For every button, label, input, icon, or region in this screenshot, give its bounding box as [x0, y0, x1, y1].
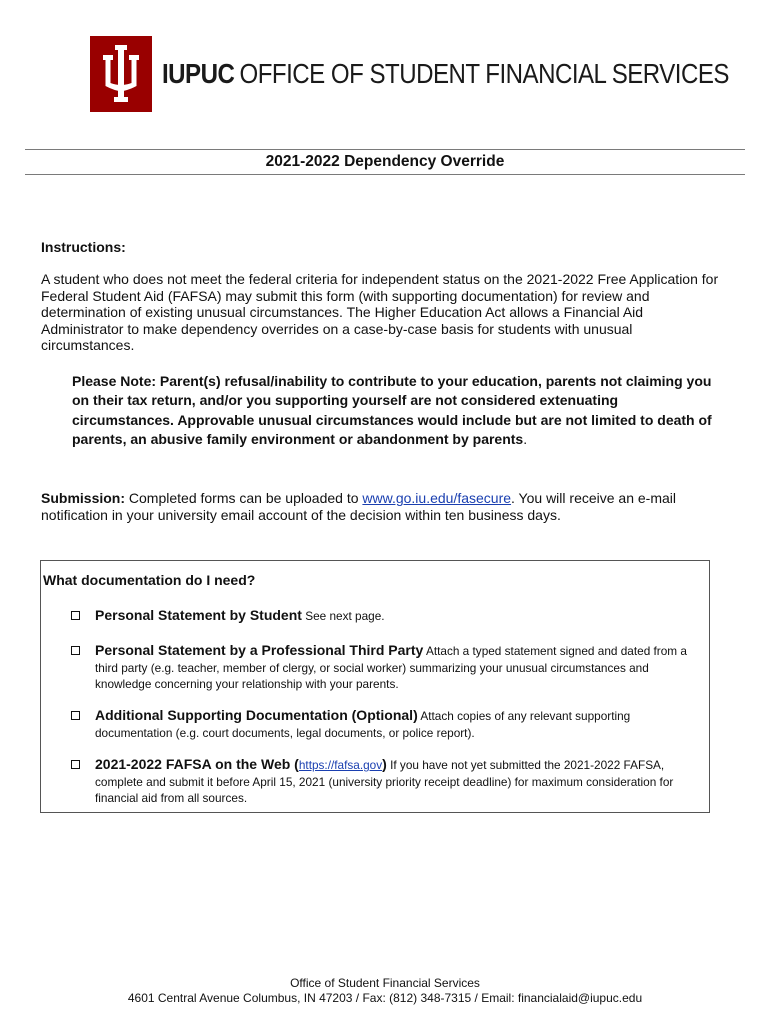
fafsa-link[interactable]: https://fafsa.gov — [298, 758, 383, 772]
trident-icon — [101, 43, 141, 105]
doc-item-third-party-statement — [71, 642, 701, 693]
submission-paragraph — [41, 490, 731, 524]
please-note — [72, 372, 712, 450]
checkbox-third-party-statement[interactable] — [71, 646, 80, 655]
doc-item-desc: See next page. — [301, 609, 385, 623]
fafsa-paren-open: ( — [290, 756, 299, 772]
doc-item-desc: Attach copies of any relevant supporting documentation (e.g. court documents, legal documents, or police report). — [95, 709, 631, 740]
checkbox-personal-statement[interactable] — [71, 611, 80, 620]
checkbox-supporting-documentation[interactable] — [71, 711, 80, 720]
doc-item-title: Personal Statement by Student — [95, 607, 302, 623]
documentation-heading: What documentation do I need? — [43, 572, 256, 588]
org-name-bold: IUPUC — [162, 58, 235, 89]
doc-item-supporting-documentation — [71, 707, 701, 741]
doc-item-desc: If you have not yet submitted the 2021-2022 FAFSA, complete and submit it before April 15, 2021 (university priority receipt deadline) for maximum consideration for financial aid from all sources. — [95, 758, 674, 805]
doc-item-title: Additional Supporting Documentation (Optional) — [95, 707, 418, 723]
please-note-text: Please Note: Parent(s) refusal/inability to contribute to your education, parents not claiming you on their tax return, and/or you supporting yourself are not considered extenuating circumstances. Approvable unusual circumstances would include but are not limited to death of parents, an abusive family environment or abandonment by parents — [72, 373, 712, 448]
fafsa-paren-close: ) — [382, 756, 387, 772]
submission-label: Submission: — [41, 490, 126, 506]
doc-item-title: 2021-2022 FAFSA on the Web — [95, 756, 291, 772]
org-name — [162, 60, 729, 88]
instructions-heading: Instructions: — [41, 239, 126, 255]
document-title: 2021-2022 Dependency Override — [265, 153, 505, 170]
footer-office: Office of Student Financial Services — [290, 976, 480, 990]
doc-item-personal-statement — [71, 607, 701, 625]
checkbox-fafsa[interactable] — [71, 760, 80, 769]
title-band — [25, 149, 745, 175]
footer — [0, 976, 770, 1006]
instructions-body: A student who does not meet the federal criteria for independent status on the 2021-2022 Free Application for Federal Student Aid (FAFSA) may submit this form (with supporting documentation) for review and determination of existing unusual circumstances. The Higher Education Act allows a Financial Aid Administrator to make dependency overrides on a case-by-case basis for students with unusual circumstances. — [41, 271, 719, 353]
doc-item-fafsa — [71, 756, 701, 807]
iu-trident-logo — [90, 36, 152, 112]
org-name-rest: OFFICE OF STUDENT FINANCIAL SERVICES — [239, 58, 729, 89]
documentation-box — [40, 560, 710, 813]
please-note-period: . — [523, 431, 528, 448]
letterhead — [90, 36, 770, 112]
doc-item-title: Personal Statement by a Professional Third Party — [95, 642, 424, 658]
submission-text-before: Completed forms can be uploaded to — [125, 490, 363, 506]
submission-text-after: . You will receive an e-mail notification in your university email account of the decision within ten business days. — [41, 490, 677, 523]
doc-item-desc: Attach a typed statement signed and dated from a third party (e.g. teacher, member of clergy, or social worker) summarizing your unusual circumstances and knowledge concerning your relationship with your parents. — [95, 644, 687, 691]
fasecure-link[interactable]: www.go.iu.edu/fasecure — [362, 490, 512, 506]
footer-contact: 4601 Central Avenue Columbus, IN 47203 / Fax: (812) 348-7315 / Email: financialaid@iupuc.edu — [127, 991, 643, 1005]
